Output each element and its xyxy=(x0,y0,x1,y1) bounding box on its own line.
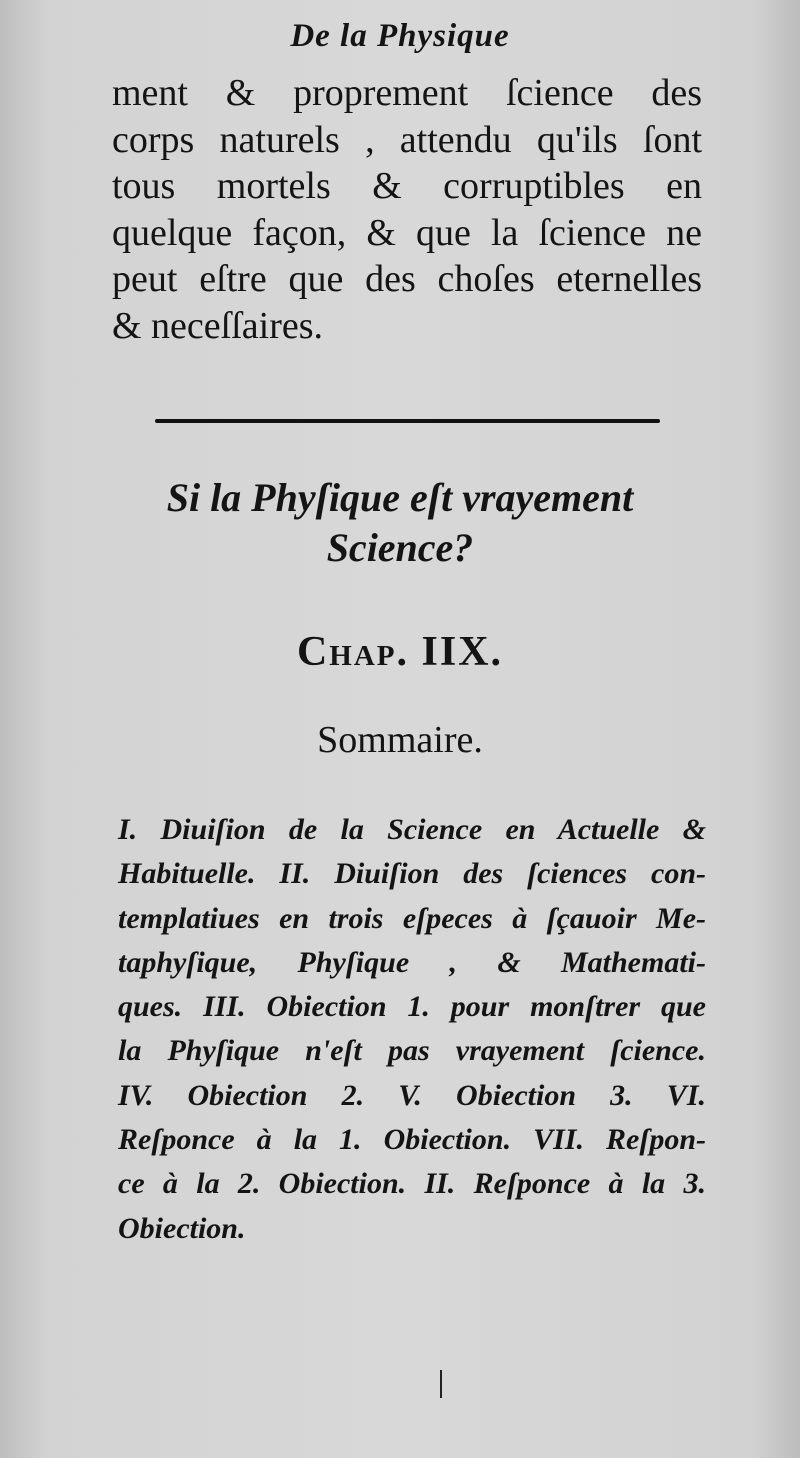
summary-line: ques. III. Obiection 1. pour monſtrer que xyxy=(118,990,706,1024)
summary-line: Habituelle. II. Diuiſion des ſciences con- xyxy=(118,857,706,891)
print-mark xyxy=(440,1370,442,1398)
chapter-title-line-2: Science? xyxy=(326,525,474,570)
chapter-title-line-1: Si la Phyſique eſt vrayement xyxy=(166,475,634,520)
summary-line: Obiection. xyxy=(118,1211,246,1245)
body-line: & neceſſaires. xyxy=(112,304,324,347)
summary-line: ce à la 2. Obiection. II. Reſponce à la 3. xyxy=(118,1167,706,1201)
summary-line: Reſponce à la 1. Obiection. VII. Reſpon- xyxy=(118,1123,706,1157)
body-line: quelque façon, & que la ſcience ne xyxy=(112,211,702,254)
body-line: corps naturels , attendu qu'ils ſont xyxy=(112,118,702,161)
sommaire-heading: Sommaire. xyxy=(317,719,483,761)
summary-line: taphyſique, Phyſique , & Mathemati- xyxy=(118,945,706,979)
section-rule xyxy=(155,419,660,423)
summary-line: templatiues en trois eſpeces à ſçauoir Me- xyxy=(118,901,706,935)
chapter-number: Chap. IIX. xyxy=(296,629,504,675)
summary-line: IV. Obiection 2. V. Obiection 3. VI. xyxy=(118,1078,706,1112)
summary-line: I. Diuiſion de la Science en Actuelle & xyxy=(118,813,706,846)
running-head: De la Physique xyxy=(290,18,510,54)
summary-text xyxy=(118,808,706,1251)
body-line: tous mortels & corruptibles en xyxy=(112,165,702,207)
body-line: ment & proprement ſcience des xyxy=(112,72,702,114)
summary-line: la Phyſique n'eſt pas vrayement ſcience. xyxy=(118,1034,706,1068)
body-text xyxy=(112,70,702,349)
body-line: peut eſtre que des choſes eternelles xyxy=(112,258,702,300)
